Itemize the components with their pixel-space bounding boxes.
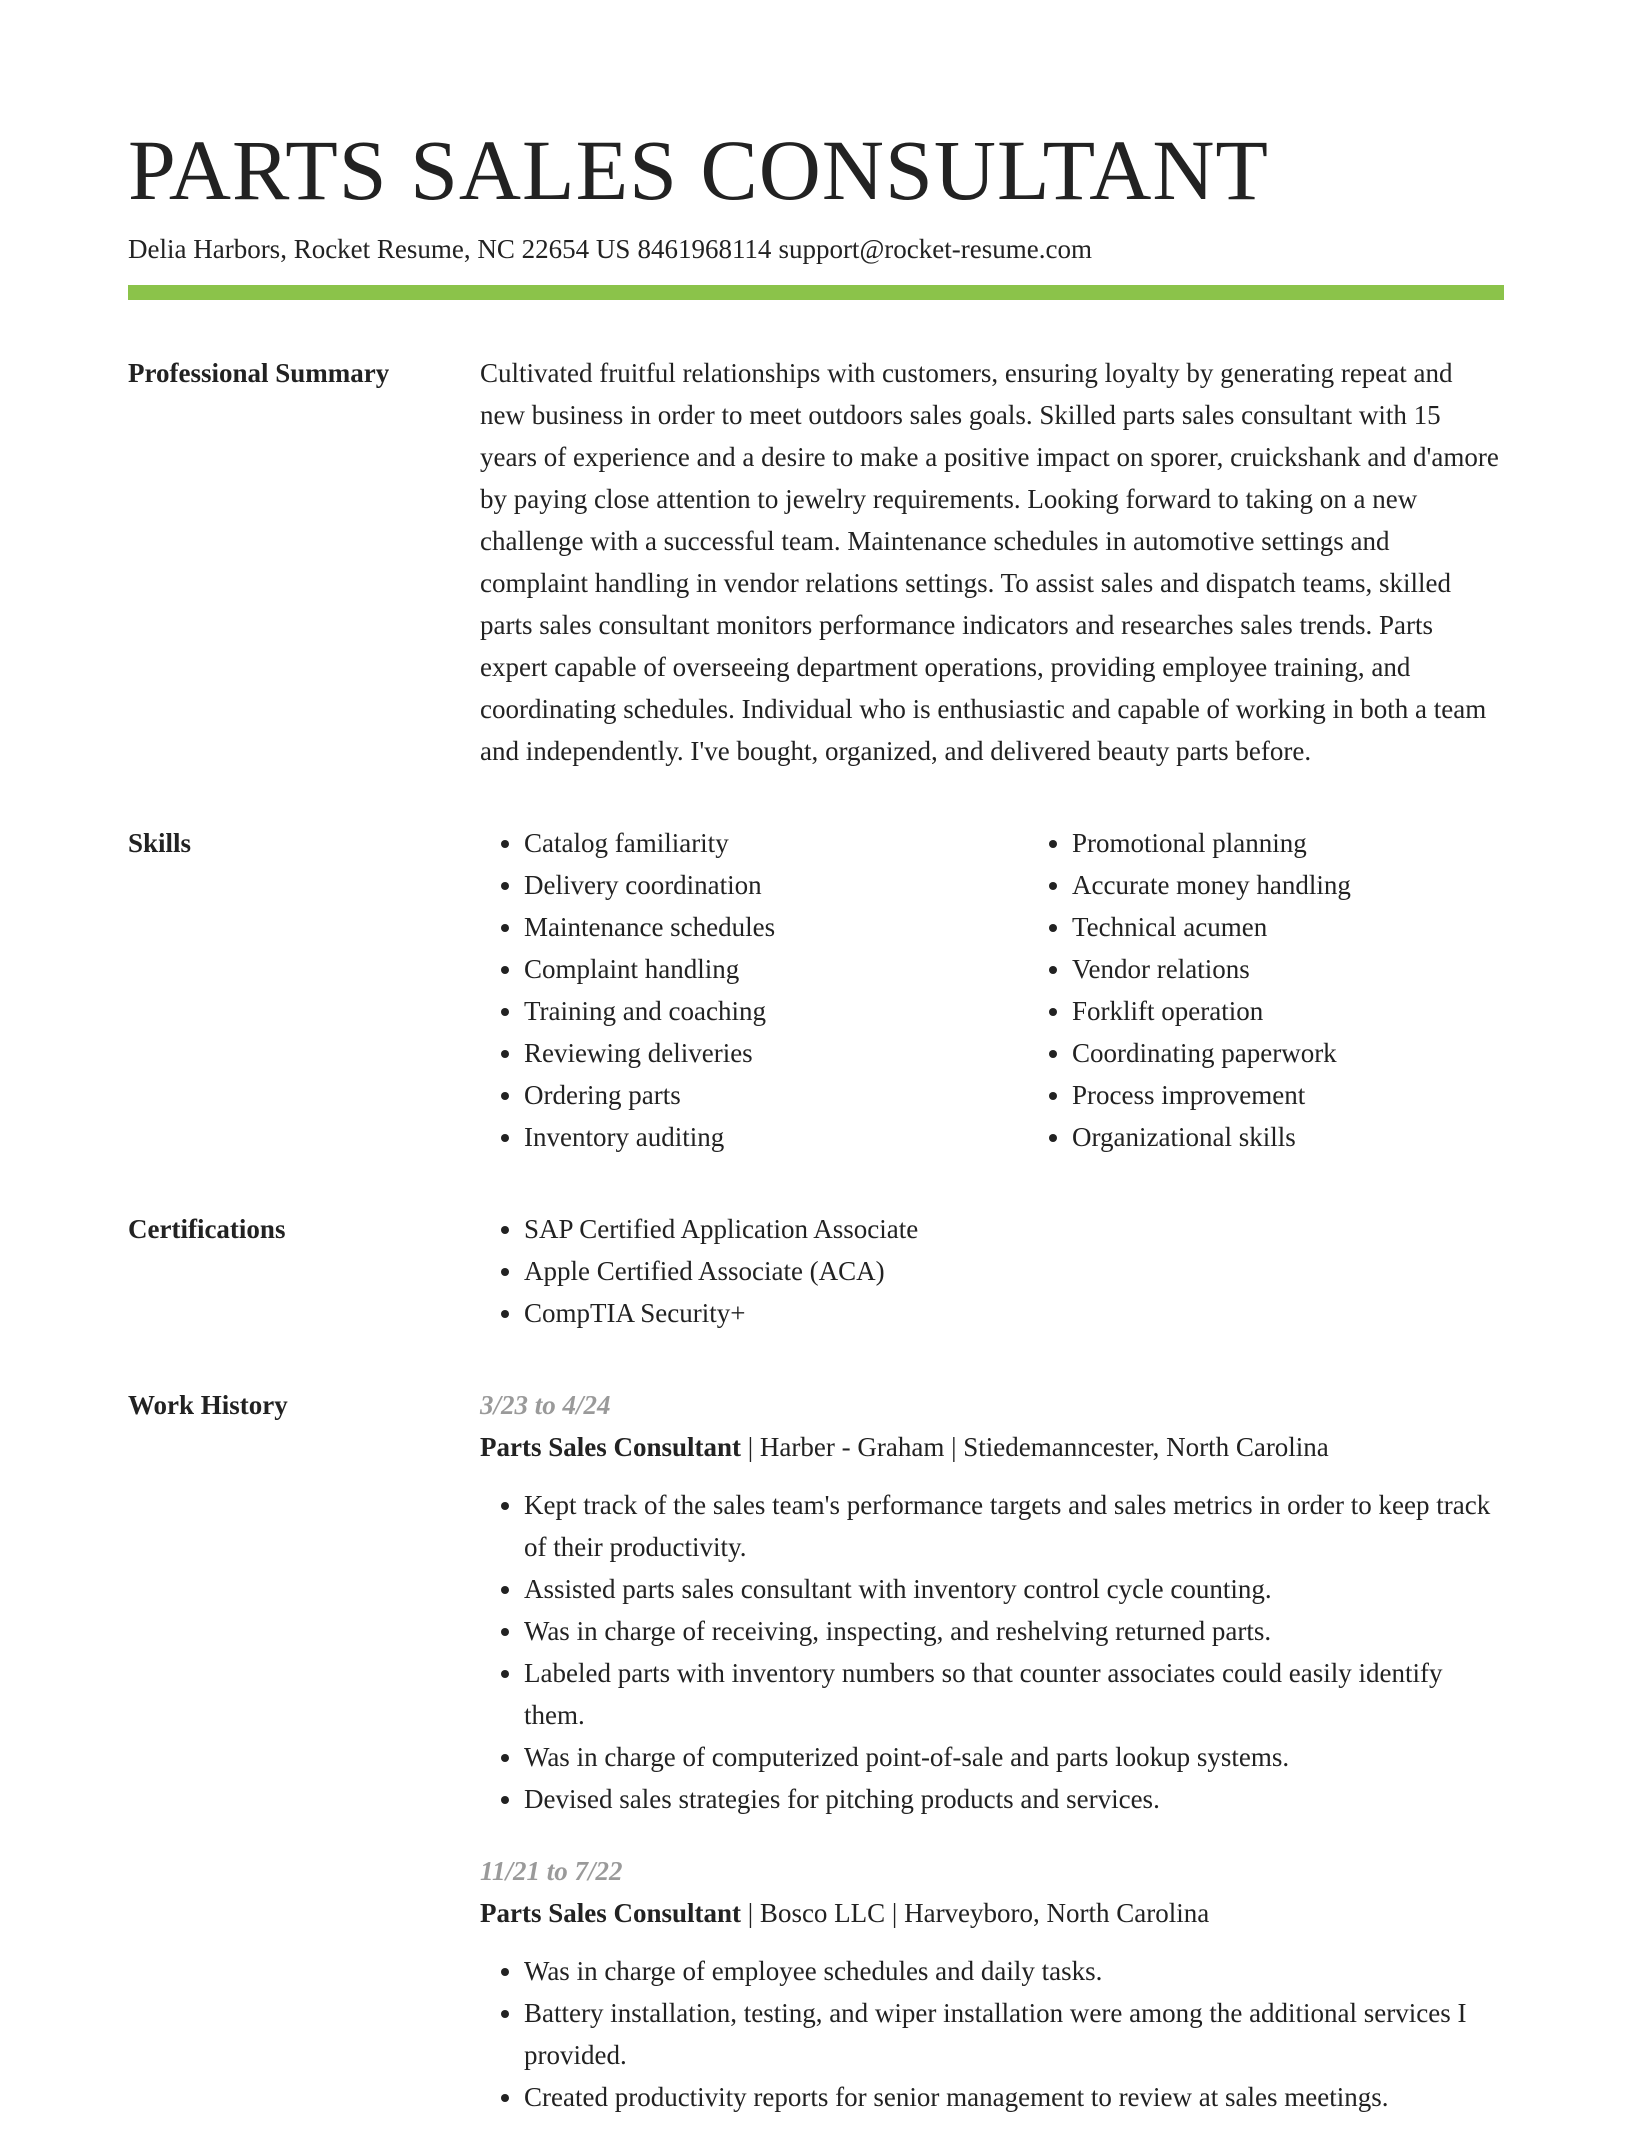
certifications-list bbox=[480, 1208, 1504, 1334]
list-item: • Vendor relations bbox=[1072, 948, 1504, 990]
job-employer-location: | Bosco LLC | Harveyboro, North Carolina bbox=[741, 1898, 1210, 1928]
page-title: PARTS SALES CONSULTANT bbox=[128, 122, 1269, 218]
list-item: • Assisted parts sales consultant with inventory control cycle counting. bbox=[524, 1568, 1504, 1610]
resume-page bbox=[128, 120, 1504, 2148]
list-item: • Accurate money handling bbox=[1072, 864, 1504, 906]
header-divider bbox=[128, 285, 1504, 300]
summary-heading: Professional Summary bbox=[128, 358, 390, 388]
list-item: • Devised sales strategies for pitching products and services. bbox=[524, 1778, 1504, 1820]
contact-address: Delia Harbors, Rocket Resume, NC 22654 US bbox=[128, 234, 631, 264]
job-title: Parts Sales Consultant bbox=[480, 1432, 742, 1462]
work-history-section bbox=[128, 1384, 1504, 2148]
list-item: • CompTIA Security+ bbox=[524, 1292, 1504, 1334]
list-item: • Process improvement bbox=[1072, 1074, 1504, 1116]
job-employer-location: | Harber - Graham | Stiedemanncester, North Carolina bbox=[741, 1432, 1329, 1462]
list-item: • Ordering parts bbox=[524, 1074, 1028, 1116]
summary-text: Cultivated fruitful relationships with customers, ensuring loyalty by generating repeat and new business in order to meet outdoors sales goals. Skilled parts sales consultant with 15 years of experience and a desire to make a positive impact on sporer, cruickshank and d'amore by paying close attention to jewelry requirements. Looking forward to taking on a new challenge with a successful team. Maintenance schedules in automotive settings and complaint handling in vendor relations settings. To assist sales and dispatch teams, skilled parts sales consultant monitors performance indicators and researches sales trends. Parts expert capable of overseeing department operations, providing employee training, and coordinating schedules. Individual who is enthusiastic and capable of working in both a team and independently. I've bought, organized, and delivered beauty parts before. bbox=[480, 358, 1499, 766]
job-heading bbox=[480, 1426, 1504, 1468]
job-title: Parts Sales Consultant bbox=[480, 1898, 742, 1928]
list-item: • Kept track of the sales team's performance targets and sales metrics in order to keep track of their productivity. bbox=[524, 1484, 1504, 1568]
job-heading bbox=[480, 1892, 1504, 1934]
list-item: • Was in charge of employee schedules and daily tasks. bbox=[524, 1950, 1504, 1992]
list-item: • Labeled parts with inventory numbers so that counter associates could easily identify them. bbox=[524, 1652, 1504, 1736]
job-dates: 3/23 to 4/24 bbox=[480, 1390, 611, 1420]
list-item: • Reviewing deliveries bbox=[524, 1032, 1028, 1074]
list-item: • Delivery coordination bbox=[524, 864, 1028, 906]
contact-email: support@rocket-resume.com bbox=[778, 234, 1092, 264]
list-item: • Organizational skills bbox=[1072, 1116, 1504, 1158]
contact-phone: 8461968114 bbox=[637, 234, 772, 264]
job-duties-list bbox=[480, 1484, 1504, 1820]
list-item: • Training and coaching bbox=[524, 990, 1028, 1032]
list-item: • Complaint handling bbox=[524, 948, 1028, 990]
list-item: • Apple Certified Associate (ACA) bbox=[524, 1250, 1504, 1292]
list-item: • Battery installation, testing, and wiper installation were among the additional services I provided. bbox=[524, 1992, 1504, 2076]
list-item: • Was in charge of receiving, inspecting, and reshelving returned parts. bbox=[524, 1610, 1504, 1652]
list-item: • Was in charge of computerized point-of-sale and parts lookup systems. bbox=[524, 1736, 1504, 1778]
work-history-heading: Work History bbox=[128, 1390, 288, 1420]
list-item: • Forklift operation bbox=[1072, 990, 1504, 1032]
job-duties-list bbox=[480, 1950, 1504, 2118]
job-entry bbox=[480, 1850, 1504, 2118]
certifications-heading: Certifications bbox=[128, 1214, 286, 1244]
job-entry bbox=[480, 1384, 1504, 1820]
summary-section bbox=[128, 352, 1504, 772]
list-item: • Created productivity reports for senior management to review at sales meetings. bbox=[524, 2076, 1504, 2118]
list-item: • Catalog familiarity bbox=[524, 822, 1028, 864]
skills-heading: Skills bbox=[128, 828, 192, 858]
list-item: • Promotional planning bbox=[1072, 822, 1504, 864]
skills-section bbox=[128, 822, 1504, 1158]
contact-line bbox=[128, 232, 1504, 266]
list-item: • Maintenance schedules bbox=[524, 906, 1028, 948]
list-item: • Coordinating paperwork bbox=[1072, 1032, 1504, 1074]
list-item: • Inventory auditing bbox=[524, 1116, 1028, 1158]
job-dates: 11/21 to 7/22 bbox=[480, 1856, 623, 1886]
skills-list-left bbox=[480, 822, 1028, 1158]
list-item: • SAP Certified Application Associate bbox=[524, 1208, 1504, 1250]
certifications-section bbox=[128, 1208, 1504, 1334]
list-item: • Technical acumen bbox=[1072, 906, 1504, 948]
skills-list-right bbox=[1028, 822, 1504, 1158]
